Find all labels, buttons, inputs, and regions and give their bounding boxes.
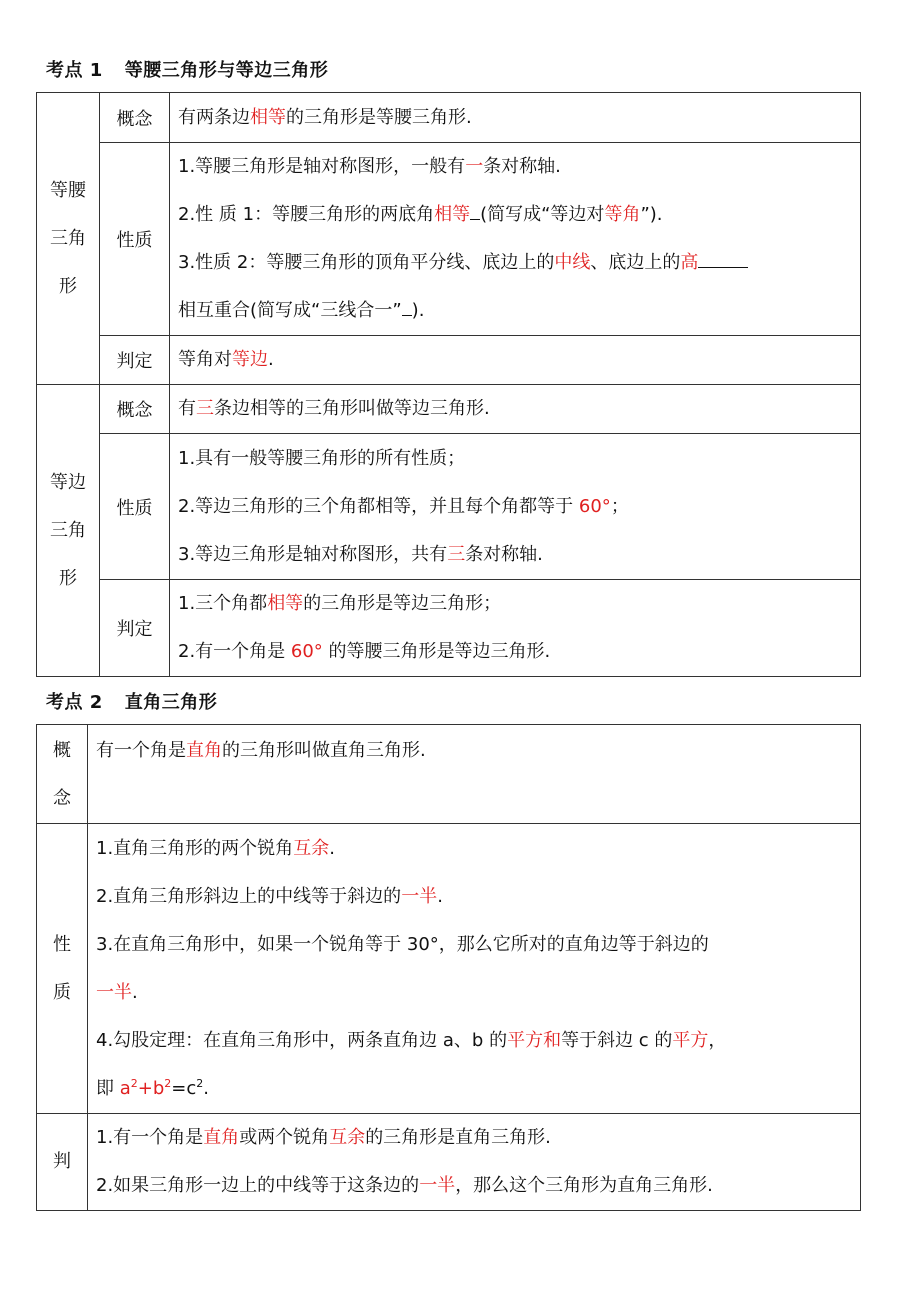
section-2-title bbox=[46, 688, 217, 714]
section-2-label: 考点 2 bbox=[46, 692, 103, 713]
isosceles-property-label: 性质 bbox=[100, 143, 170, 336]
right-concept: 有一个角是直角的三角形叫做直角三角形. bbox=[88, 725, 861, 824]
equilateral-concept: 有三条边相等的三角形叫做等边三角形. bbox=[170, 385, 861, 434]
section-1-heading: 等腰三角形与等边三角形 bbox=[124, 60, 329, 81]
isosceles-equilateral-table bbox=[36, 92, 861, 677]
section-1-label: 考点 1 bbox=[46, 60, 103, 81]
right-judge: 1.有一个角是直角或两个锐角互余的三角形是直角三角形. 2.如果三角形一边上的中线等于这条边的一半，那么这个三角形为直角三角形. bbox=[88, 1114, 861, 1211]
right-triangle-table bbox=[36, 724, 861, 1211]
section-2-heading: 直角三角形 bbox=[124, 692, 218, 713]
equilateral-judge: 1.三个角都相等的三角形是等边三角形； 2.有一个角是 60° 的等腰三角形是等边三角形. bbox=[170, 580, 861, 677]
equilateral-category: 等边 三角 形 bbox=[37, 385, 100, 677]
right-properties: 1.直角三角形的两个锐角互余. 2.直角三角形斜边上的中线等于斜边的一半. 3.在直角三角形中，如果一个锐角等于 30°，那么它所对的直角边等于斜边的 一半. 4.勾股定理：在直角三角形中，两条直角边 a、b 的平方和等于斜边 c 的平方， 即 $a^2+b^2=c^2$. bbox=[88, 824, 861, 1114]
right-property-label: 性 质 bbox=[37, 824, 88, 1114]
equilateral-judge-label: 判定 bbox=[100, 580, 170, 677]
equilateral-property-label: 性质 bbox=[100, 434, 170, 580]
equilateral-properties: 1.具有一般等腰三角形的所有性质； 2.等边三角形的三个角都相等，并且每个角都等于 60°； 3.等边三角形是轴对称图形，共有三条对称轴. bbox=[170, 434, 861, 580]
isosceles-judge-label: 判定 bbox=[100, 336, 170, 385]
section-1-title bbox=[46, 56, 328, 82]
right-judge-label: 判 bbox=[37, 1114, 88, 1211]
isosceles-category: 等腰 三角 形 bbox=[37, 93, 100, 385]
isosceles-concept-label: 概念 bbox=[100, 93, 170, 143]
right-concept-label: 概 念 bbox=[37, 725, 88, 824]
isosceles-judge: 等角对等边. bbox=[170, 336, 861, 385]
isosceles-concept: 有两条边相等的三角形是等腰三角形. bbox=[170, 93, 861, 143]
isosceles-properties: 1.等腰三角形是轴对称图形，一般有一条对称轴. 2.性 质 1：等腰三角形的两底角相等 (简写成“等边对等角”). 3.性质 2：等腰三角形的顶角平分线、底边上的中线、底边上的高 相互重合(简写成“三线合一” ). bbox=[170, 143, 861, 336]
equilateral-concept-label: 概念 bbox=[100, 385, 170, 434]
